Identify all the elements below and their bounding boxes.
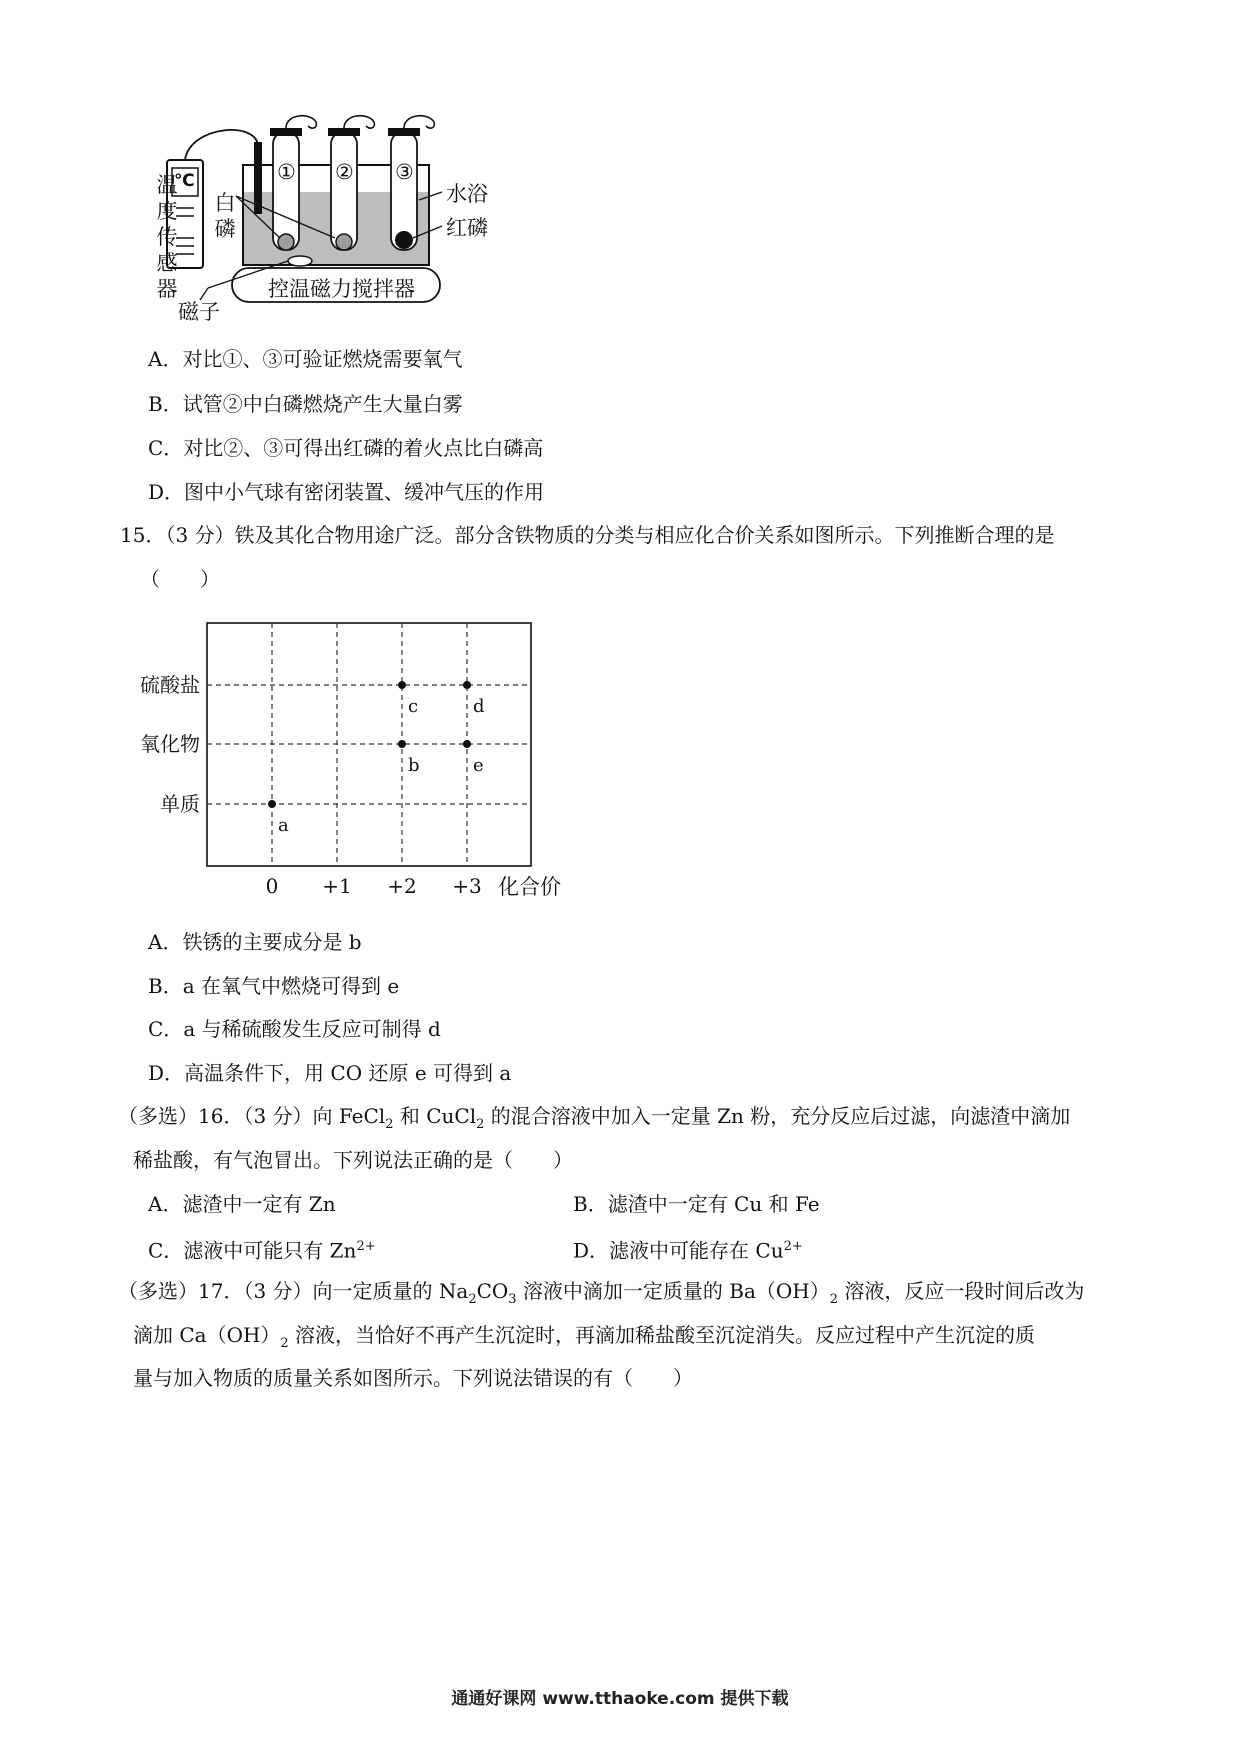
y-tick-label: 氧化物 <box>140 732 200 756</box>
q15-stem-line1: 15．（3 分）铁及其化合物用途广泛。部分含铁物质的分类与相应化合价关系如图所示。下列推断合理的是 <box>120 523 1055 547</box>
q16-stem-line2: 稀盐酸，有气泡冒出。下列说法正确的是（ ） <box>133 1148 573 1172</box>
red-phosphorus-label: 红磷 <box>446 216 488 240</box>
q15-option-c: C．a 与稀硫酸发生反应可制得 d <box>148 1017 441 1041</box>
point-label-d: d <box>473 696 485 717</box>
tube-1-label: ① <box>277 160 296 184</box>
q14-option-b: B．试管②中白磷燃烧产生大量白雾 <box>148 392 463 416</box>
q16-option-c: C．滤液中可能只有 $Zn^{2+}$ <box>148 1238 376 1263</box>
tube-3-label: ③ <box>395 160 414 184</box>
q17-stem-line1: （多选）17．（3 分）向一定质量的 $Na_2CO_3$ 溶液中滴加一定质量的 $Ba(OH)_2$ 溶液，反应一段时间后改为 <box>118 1279 1085 1307</box>
valence-chart <box>130 610 630 910</box>
sensor-unit: ℃ <box>174 171 195 191</box>
point-d <box>463 681 471 689</box>
x-tick-label: +2 <box>387 874 417 898</box>
water-bath-label: 水浴 <box>446 182 488 206</box>
point-a <box>268 800 276 808</box>
q16-option-a: A．滤渣中一定有 Zn <box>148 1192 336 1216</box>
valence-chart-svg <box>130 610 630 910</box>
y-tick-label: 硫酸盐 <box>140 673 200 697</box>
magnet-label: 磁子 <box>178 300 220 324</box>
q15-stem-line2: （ ） <box>140 567 220 591</box>
page-footer: 通通好课网 www.tthaoke.com 提供下载 <box>451 1689 789 1709</box>
point-e <box>463 740 471 748</box>
x-tick-label: +1 <box>322 874 352 898</box>
q14-option-d: D．图中小气球有密闭装置、缓冲气压的作用 <box>148 480 545 504</box>
x-tick-label: 0 <box>265 874 279 898</box>
sensor-label: 温度传感器 <box>156 173 178 301</box>
point-label-b: b <box>408 755 420 776</box>
tube-2-label: ② <box>335 160 354 184</box>
q16-option-d: D．滤液中可能存在 $Cu^{2+}$ <box>573 1238 803 1263</box>
q15-option-a: A．铁锈的主要成分是 b <box>148 930 362 954</box>
q17-stem-line2: 滴加 $Ca(OH)_2$ 溶液，当恰好不再产生沉淀时，再滴加稀盐酸至沉淀消失。反应过程中产生沉淀的质 <box>133 1323 1036 1351</box>
point-c <box>398 681 406 689</box>
point-label-c: c <box>408 696 419 717</box>
q16-stem-line1: （多选）16．（3 分）向 FeCl$_2$ 和 CuCl$_2$ 的混合溶液中加入一定量 Zn 粉，充分反应后过滤，向滤渣中滴加 <box>118 1104 1071 1132</box>
q16-option-b: B．滤渣中一定有 Cu 和 Fe <box>573 1192 820 1216</box>
y-tick-label: 单质 <box>160 792 200 816</box>
q17-stem-line3: 量与加入物质的质量关系如图所示。下列说法错误的有（ ） <box>133 1366 693 1390</box>
q14-option-c: C．对比②、③可得出红磷的着火点比白磷高 <box>148 436 544 460</box>
point-label-e: e <box>473 755 484 776</box>
q15-option-b: B．a 在氧气中燃烧可得到 e <box>148 974 400 998</box>
q15-option-d: D．高温条件下，用 CO 还原 e 可得到 a <box>148 1061 512 1085</box>
white-phosphorus-label: 白磷 <box>214 191 236 241</box>
stirrer-label: 控温磁力搅拌器 <box>268 277 415 301</box>
point-label-a: a <box>278 815 289 836</box>
point-b <box>398 740 406 748</box>
q14-option-a: A．对比①、③可验证燃烧需要氧气 <box>148 347 463 371</box>
x-tick-label: +3 <box>452 874 482 898</box>
x-axis-label: 化合价 <box>498 875 561 899</box>
